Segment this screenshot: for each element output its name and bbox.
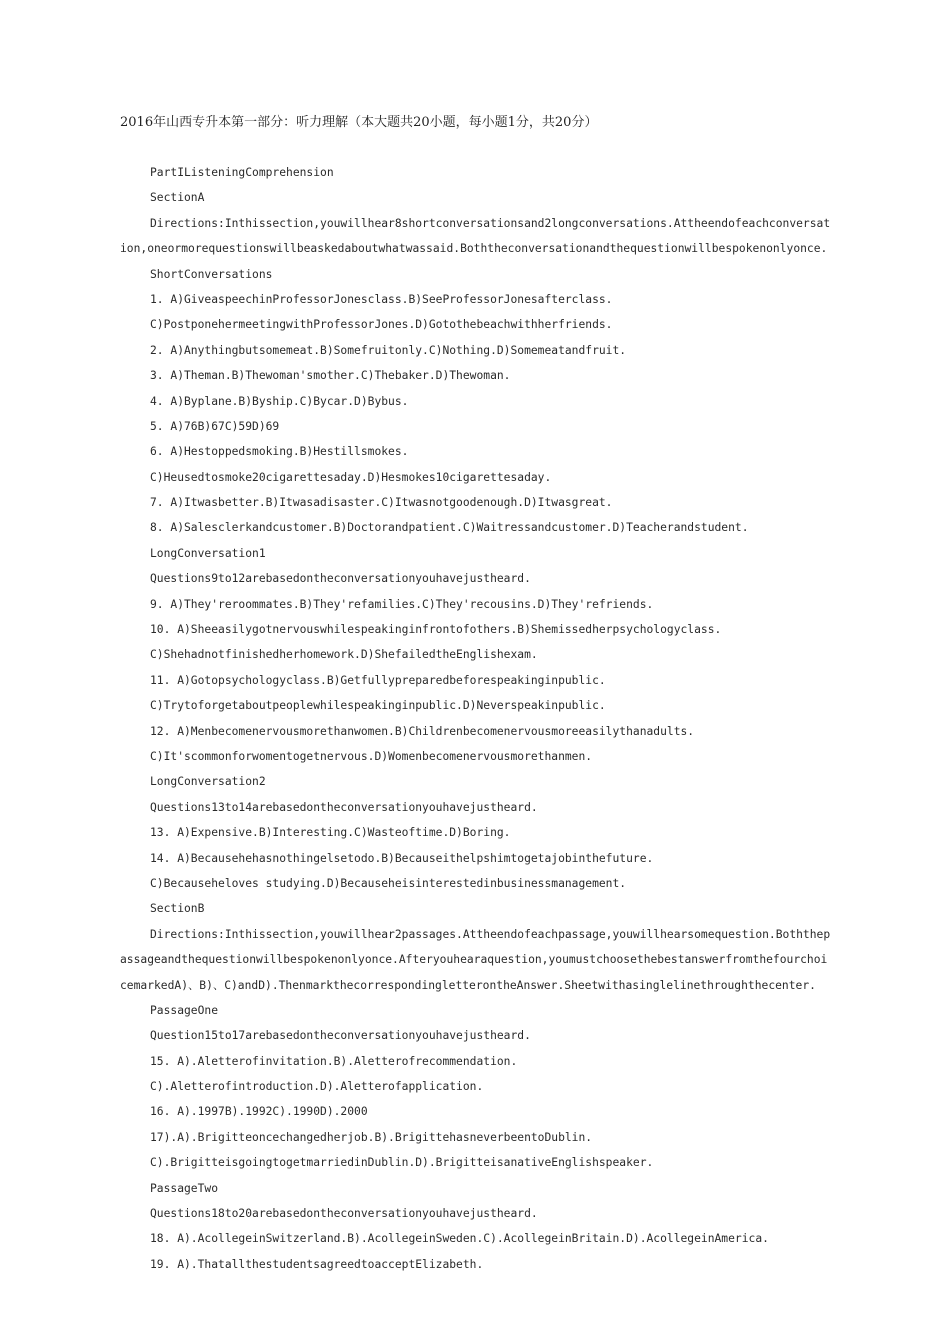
text-line: C)Becauseheloves studying.D)Becauseheisinterestedinbusinessmanagement. — [150, 876, 627, 890]
document-body — [120, 160, 830, 1277]
text-line: PassageOne — [150, 1003, 219, 1017]
text-line: PassageTwo — [150, 1181, 219, 1195]
paragraph-line: assageandthequestionwillbespokenonlyonce.Afteryouhearaquestion,youmustchoosethebestanswerfromthefourchoi — [120, 953, 828, 967]
text-line: 6. A)Hestoppedsmoking.B)Hestillsmokes. — [150, 445, 409, 459]
text-line: Questions9to12arebasedontheconversationyouhavejustheard. — [150, 572, 531, 586]
text-line: 12. A)Menbecomenervousmorethanwomen.B)Childrenbecomenervousmoreeasilythanadults. — [150, 724, 695, 738]
text-line: 14. A)Becausehehasnothingelsetodo.B)Becauseithelpshimtogetajobinthefuture. — [150, 851, 654, 865]
paragraph-line: cemarkedA)、B)、C)andD).ThenmarkthecorrespondingletterontheAnswer.Sheetwithasinglelinethroughthecenter. — [120, 978, 816, 992]
text-line: LongConversation2 — [150, 775, 266, 789]
text-line: 10. A)Sheeasilygotnervouswhilespeakinginfrontofothers.B)Shemissedherpsychologyclass. — [150, 623, 722, 637]
text-line: SectionB — [150, 902, 205, 916]
paragraph-line: Directions:Inthissection,youwillhear8shortconversationsand2longconversations.Attheendofeachconversat — [150, 216, 830, 230]
text-line: 9. A)They'reroommates.B)They'refamilies.C)They'recousins.D)They'refriends. — [150, 597, 654, 611]
text-line: 19. A).ThatallthestudentsagreedtoacceptElizabeth. — [150, 1257, 484, 1271]
text-line: Questions13to14arebasedontheconversationyouhavejustheard. — [150, 800, 538, 814]
text-line: 7. A)Itwasbetter.B)Itwasadisaster.C)Itwasnotgoodenough.D)Itwasgreat. — [150, 496, 613, 510]
text-line: C)Heusedtosmoke20cigarettesaday.D)Hesmokes10cigarettesaday. — [150, 470, 552, 484]
text-line: 8. A)Salesclerkandcustomer.B)Doctorandpatient.C)Waitressandcustomer.D)Teacherandstudent. — [150, 521, 749, 535]
text-line: 17).A).Brigitteoncechangedherjob.B).BrigittehasneverbeentoDublin. — [150, 1130, 593, 1144]
text-line: 1. A)GiveaspeechinProfessorJonesclass.B)SeeProfessorJonesafterclass. — [150, 292, 613, 306]
text-line: 2. A)Anythingbutsomemeat.B)Somefruitonly.C)Nothing.D)Somemeatandfruit. — [150, 343, 627, 357]
paragraph-line: ion,oneormorequestionswillbeaskedaboutwhatwassaid.Boththeconversationandthequestionwillbespokenonlyonce. — [120, 242, 828, 256]
document-title: 2016年山西专升本第一部分：听力理解（本大题共20小题，每小题1分，共20分） — [120, 115, 598, 130]
text-line: Questions18to20arebasedontheconversationyouhavejustheard. — [150, 1207, 538, 1221]
text-line: 18. A).AcollegeinSwitzerland.B).AcollegeinSweden.C).AcollegeinBritain.D).AcollegeinAmerica. — [150, 1232, 769, 1246]
text-line: C).BrigitteisgoingtogetmarriedinDublin.D).BrigitteisanativeEnglishspeaker. — [150, 1156, 654, 1170]
text-line: 11. A)Gotopsychologyclass.B)Getfullypreparedbeforespeakinginpublic. — [150, 673, 606, 687]
text-line: SectionA — [150, 191, 205, 205]
paragraph-directions — [120, 922, 830, 998]
text-line: C)It'scommonforwomentogetnervous.D)Womenbecomenervousmorethanmen. — [150, 749, 593, 763]
text-line: 16. A).1997B).1992C).1990D).2000 — [150, 1105, 368, 1119]
text-line: C).Aletterofintroduction.D).Aletterofapplication. — [150, 1080, 484, 1094]
text-line: C)Trytoforgetaboutpeoplewhilespeakinginpublic.D)Neverspeakinpublic. — [150, 699, 606, 713]
text-line: C)Shehadnotfinishedherhomework.D)ShefailedtheEnglishexam. — [150, 648, 538, 662]
paragraph-directions — [120, 211, 830, 262]
text-line: 15. A).Aletterofinvitation.B).Aletterofrecommendation. — [150, 1054, 518, 1068]
text-line: 4. A)Byplane.B)Byship.C)Bycar.D)Bybus. — [150, 394, 409, 408]
text-line: C)PostponehermeetingwithProfessorJones.D)Gotothebeachwithherfriends. — [150, 318, 613, 332]
text-line: 5. A)76B)67C)59D)69 — [150, 419, 280, 433]
text-line: 13. A)Expensive.B)Interesting.C)Wasteoftime.D)Boring. — [150, 826, 511, 840]
text-line: 3. A)Theman.B)Thewoman'smother.C)Thebaker.D)Thewoman. — [150, 369, 511, 383]
text-line: Question15to17arebasedontheconversationyouhavejustheard. — [150, 1029, 531, 1043]
text-line: ShortConversations — [150, 267, 273, 281]
text-line: PartIListeningComprehension — [150, 166, 334, 179]
paragraph-line: Directions:Inthissection,youwillhear2passages.Attheendofeachpassage,youwillhearsomequestion.Boththep — [150, 927, 830, 941]
text-line: LongConversation1 — [150, 546, 266, 560]
